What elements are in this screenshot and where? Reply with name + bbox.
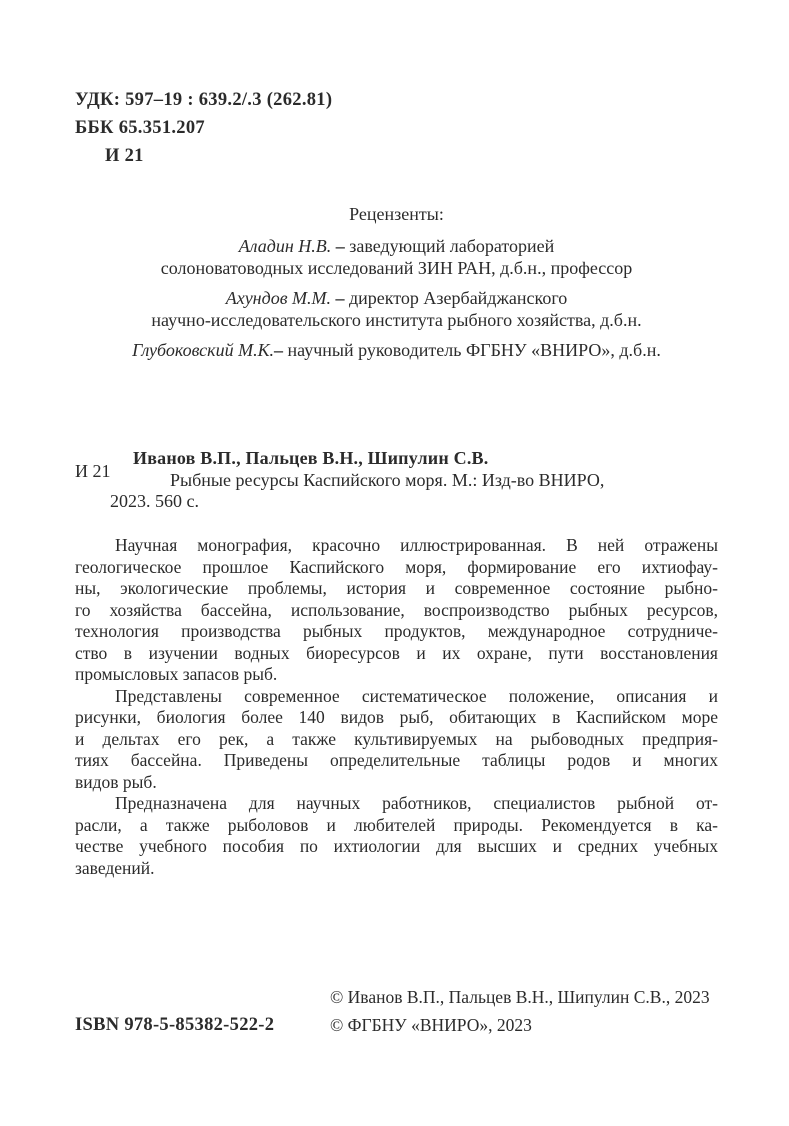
catalog-card: [75, 448, 718, 513]
copyright-publisher: © ФГБНУ «ВНИРО», 2023: [330, 1015, 532, 1035]
body-line: технология производства рыбных продуктов, международное сотрудниче-: [75, 621, 718, 641]
reviewer-dash: –: [331, 288, 350, 308]
catalog-card-publication: 2023. 560 с.: [110, 491, 199, 511]
reviewer-dash: –: [274, 340, 288, 360]
reviewer-entry: [75, 339, 718, 361]
reviewer-entry: [75, 235, 718, 279]
body-line: расли, а также рыболовов и любителей природы. Рекомендуется в ка-: [75, 814, 718, 835]
reviewer-name: Аладин Н.В.: [238, 236, 332, 256]
annotation-block: [75, 535, 718, 879]
body-line: ство в изучении водных биоресурсов и их охране, пути восстановления: [75, 642, 718, 663]
body-line: Представлены современное систематическое положение, описания и: [115, 685, 718, 706]
body-line: честве учебного пособия по ихтиологии для высших и средних учебных: [75, 836, 718, 856]
body-line: промысловых запасов рыб.: [75, 664, 278, 684]
catalog-card-title: Рыбные ресурсы Каспийского моря. М.: Изд-во ВНИРО,: [170, 469, 605, 490]
reviewer-role: директор Азербайджанского: [349, 288, 568, 308]
body-line: видов рыб.: [75, 771, 157, 792]
copyright-authors: © Иванов В.П., Пальцев В.Н., Шипулин С.В., 2023: [330, 987, 710, 1007]
udk-line: УДК: 597–19 : 639.2/.3 (262.81): [75, 90, 333, 110]
reviewer-dash: –: [331, 236, 350, 256]
body-line: и дельтах его рек, а также культивируемых на рыбоводных предприя-: [75, 728, 718, 749]
reviewer-role-continued: солоноватоводных исследований ЗИН РАН, д.б.н., профессор: [160, 258, 633, 278]
body-line: тиях бассейна. Приведены определительные таблицы родов и многих: [75, 750, 718, 770]
imprint-block: [75, 986, 718, 1046]
reviewer-line: [75, 235, 718, 257]
bbk-line: ББК 65.351.207: [75, 118, 205, 138]
classification-block: [75, 86, 332, 170]
body-line: рисунки, биология более 140 видов рыб, обитающих в Каспийском море: [75, 707, 718, 727]
reviewer-name: Глубоковский М.К.: [132, 340, 275, 360]
isbn-number: ISBN 978-5-85382-522-2: [75, 1015, 275, 1035]
body-line: геологическое прошлое Каспийского моря, формирование его ихтиофау-: [75, 556, 718, 577]
catalog-card-authors: Иванов В.П., Пальцев В.Н., Шипулин С.В.: [133, 448, 489, 468]
body-line: го хозяйства бассейна, использование, воспроизводство рыбных ресурсов,: [75, 599, 718, 620]
body-line: ны, экологические проблемы, история и современное состояние рыбно-: [75, 578, 718, 598]
index-line: И 21: [105, 146, 144, 166]
reviewer-role-continued: научно-исследовательского института рыбного хозяйства, д.б.н.: [151, 310, 642, 330]
body-line: заведений.: [75, 857, 155, 878]
reviewers-block: [75, 203, 718, 369]
reviewer-line: [75, 287, 718, 309]
reviewer-role: заведующий лабораторией: [349, 236, 555, 256]
reviewer-entry: [75, 287, 718, 331]
reviewer-name: Ахундов М.М.: [225, 288, 332, 308]
reviewer-line: [75, 339, 718, 361]
reviewer-role: научный руководитель ФГБНУ «ВНИРО», д.б.н.: [287, 340, 661, 360]
body-line: Предназначена для научных работников, специалистов рыбной от-: [115, 793, 718, 813]
catalog-card-index: И 21: [75, 461, 111, 481]
body-line: Научная монография, красочно иллюстрированная. В ней отражены: [115, 535, 718, 555]
reviewers-heading: Рецензенты:: [349, 204, 444, 224]
